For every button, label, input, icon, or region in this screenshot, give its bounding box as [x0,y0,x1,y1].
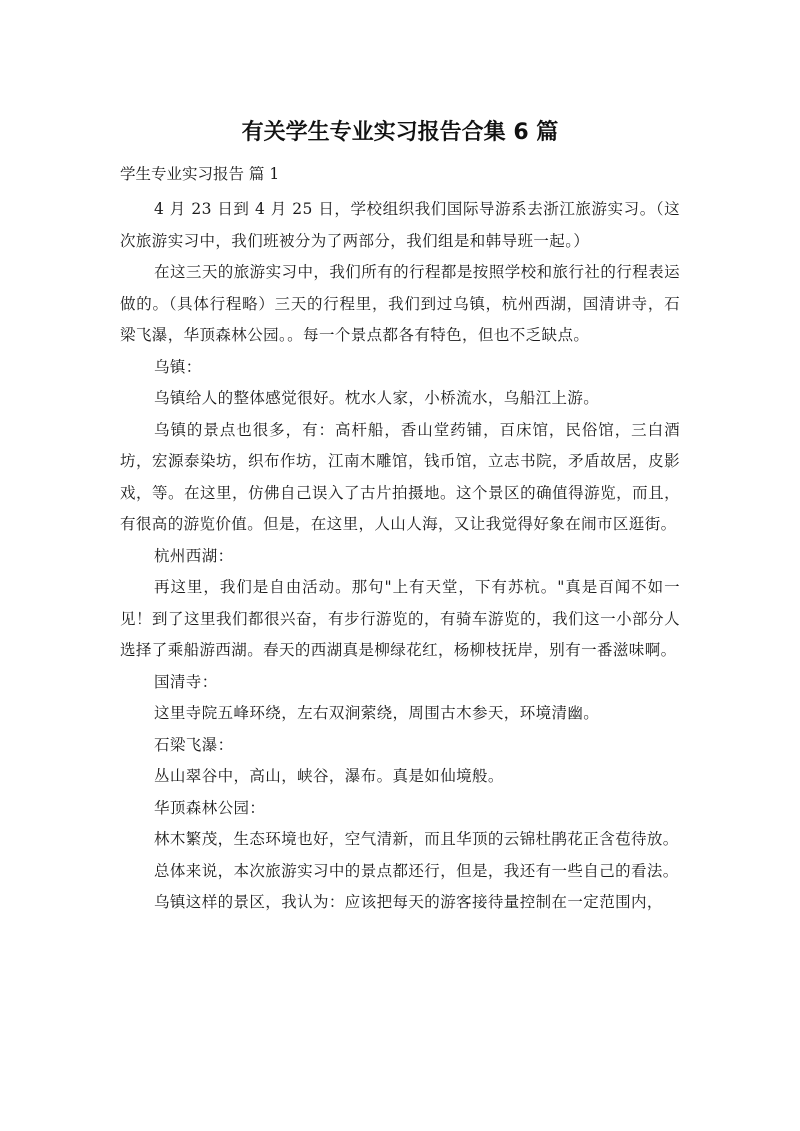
paragraph: 乌镇这样的景区，我认为：应该把每天的游客接待量控制在一定范围内， [154,893,663,911]
paragraph: 在这三天的旅游实习中，我们所有的行程都是按照学校和旅行社的行程表运做的。（具体行程略）三天的行程里，我们到过乌镇，杭州西湖，国清讲寺，石梁飞瀑，华顶森林公园。。每一个景点都各有特色，但也不乏缺点。 [120,263,680,344]
document-title: 有关学生专业实习报告合集 6 篇 [241,120,559,145]
paragraph: 这里寺院五峰环绕，左右双涧萦绕，周围古木参天，环境清幽。 [154,704,600,722]
paragraph-heading: 华顶森林公园： [154,798,266,817]
paragraph: 乌镇给人的整体感觉很好。枕水人家，小桥流水，乌船江上游。 [154,389,600,407]
paragraph: 总体来说，本次旅游实习中的景点都还行，但是，我还有一些自己的看法。 [154,861,679,880]
document-body [120,194,680,919]
paragraph: 4 月 23 日到 4 月 25 日，学校组织我们国际导游系去浙江旅游实习。（这次旅游实习中，我们班被分为了两部分，我们组是和韩导班一起。） [120,200,680,250]
paragraph-heading: 国清寺： [154,672,218,691]
paragraph-heading: 杭州西湖： [154,546,234,565]
paragraph-heading: 石梁飞瀑： [154,735,234,754]
paragraph: 乌镇的景点也很多，有：高杆船，香山堂药铺，百床馆，民俗馆，三白酒坊，宏源泰染坊，织布作坊，江南木雕馆，钱币馆，立志书院，矛盾故居，皮影戏，等。在这里，仿佛自己误入了古片拍摄地。这个景区的确值得游览，而且，有很高的游览价值。但是，在这里，人山人海，又让我觉得好象在闹市区逛街。 [120,420,680,533]
paragraph: 丛山翠谷中，高山，峡谷，瀑布。真是如仙境般。 [154,767,504,785]
section-heading: 学生专业实习报告 篇 1 [120,165,280,183]
paragraph: 再这里，我们是自由活动。那句"上有天堂，下有苏杭。"真是百闻不如一见！到了这里我们都很兴奋，有步行游览的，有骑车游览的，我们这一小部分人选择了乘船游西湖。春天的西湖真是柳绿花红，杨柳枝抚岸，别有一番滋味啊。 [120,578,680,659]
paragraph-heading: 乌镇： [154,357,202,376]
paragraph: 林木繁茂，生态环境也好，空气清新，而且华顶的云锦杜鹃花正含苞待放。 [154,830,679,848]
